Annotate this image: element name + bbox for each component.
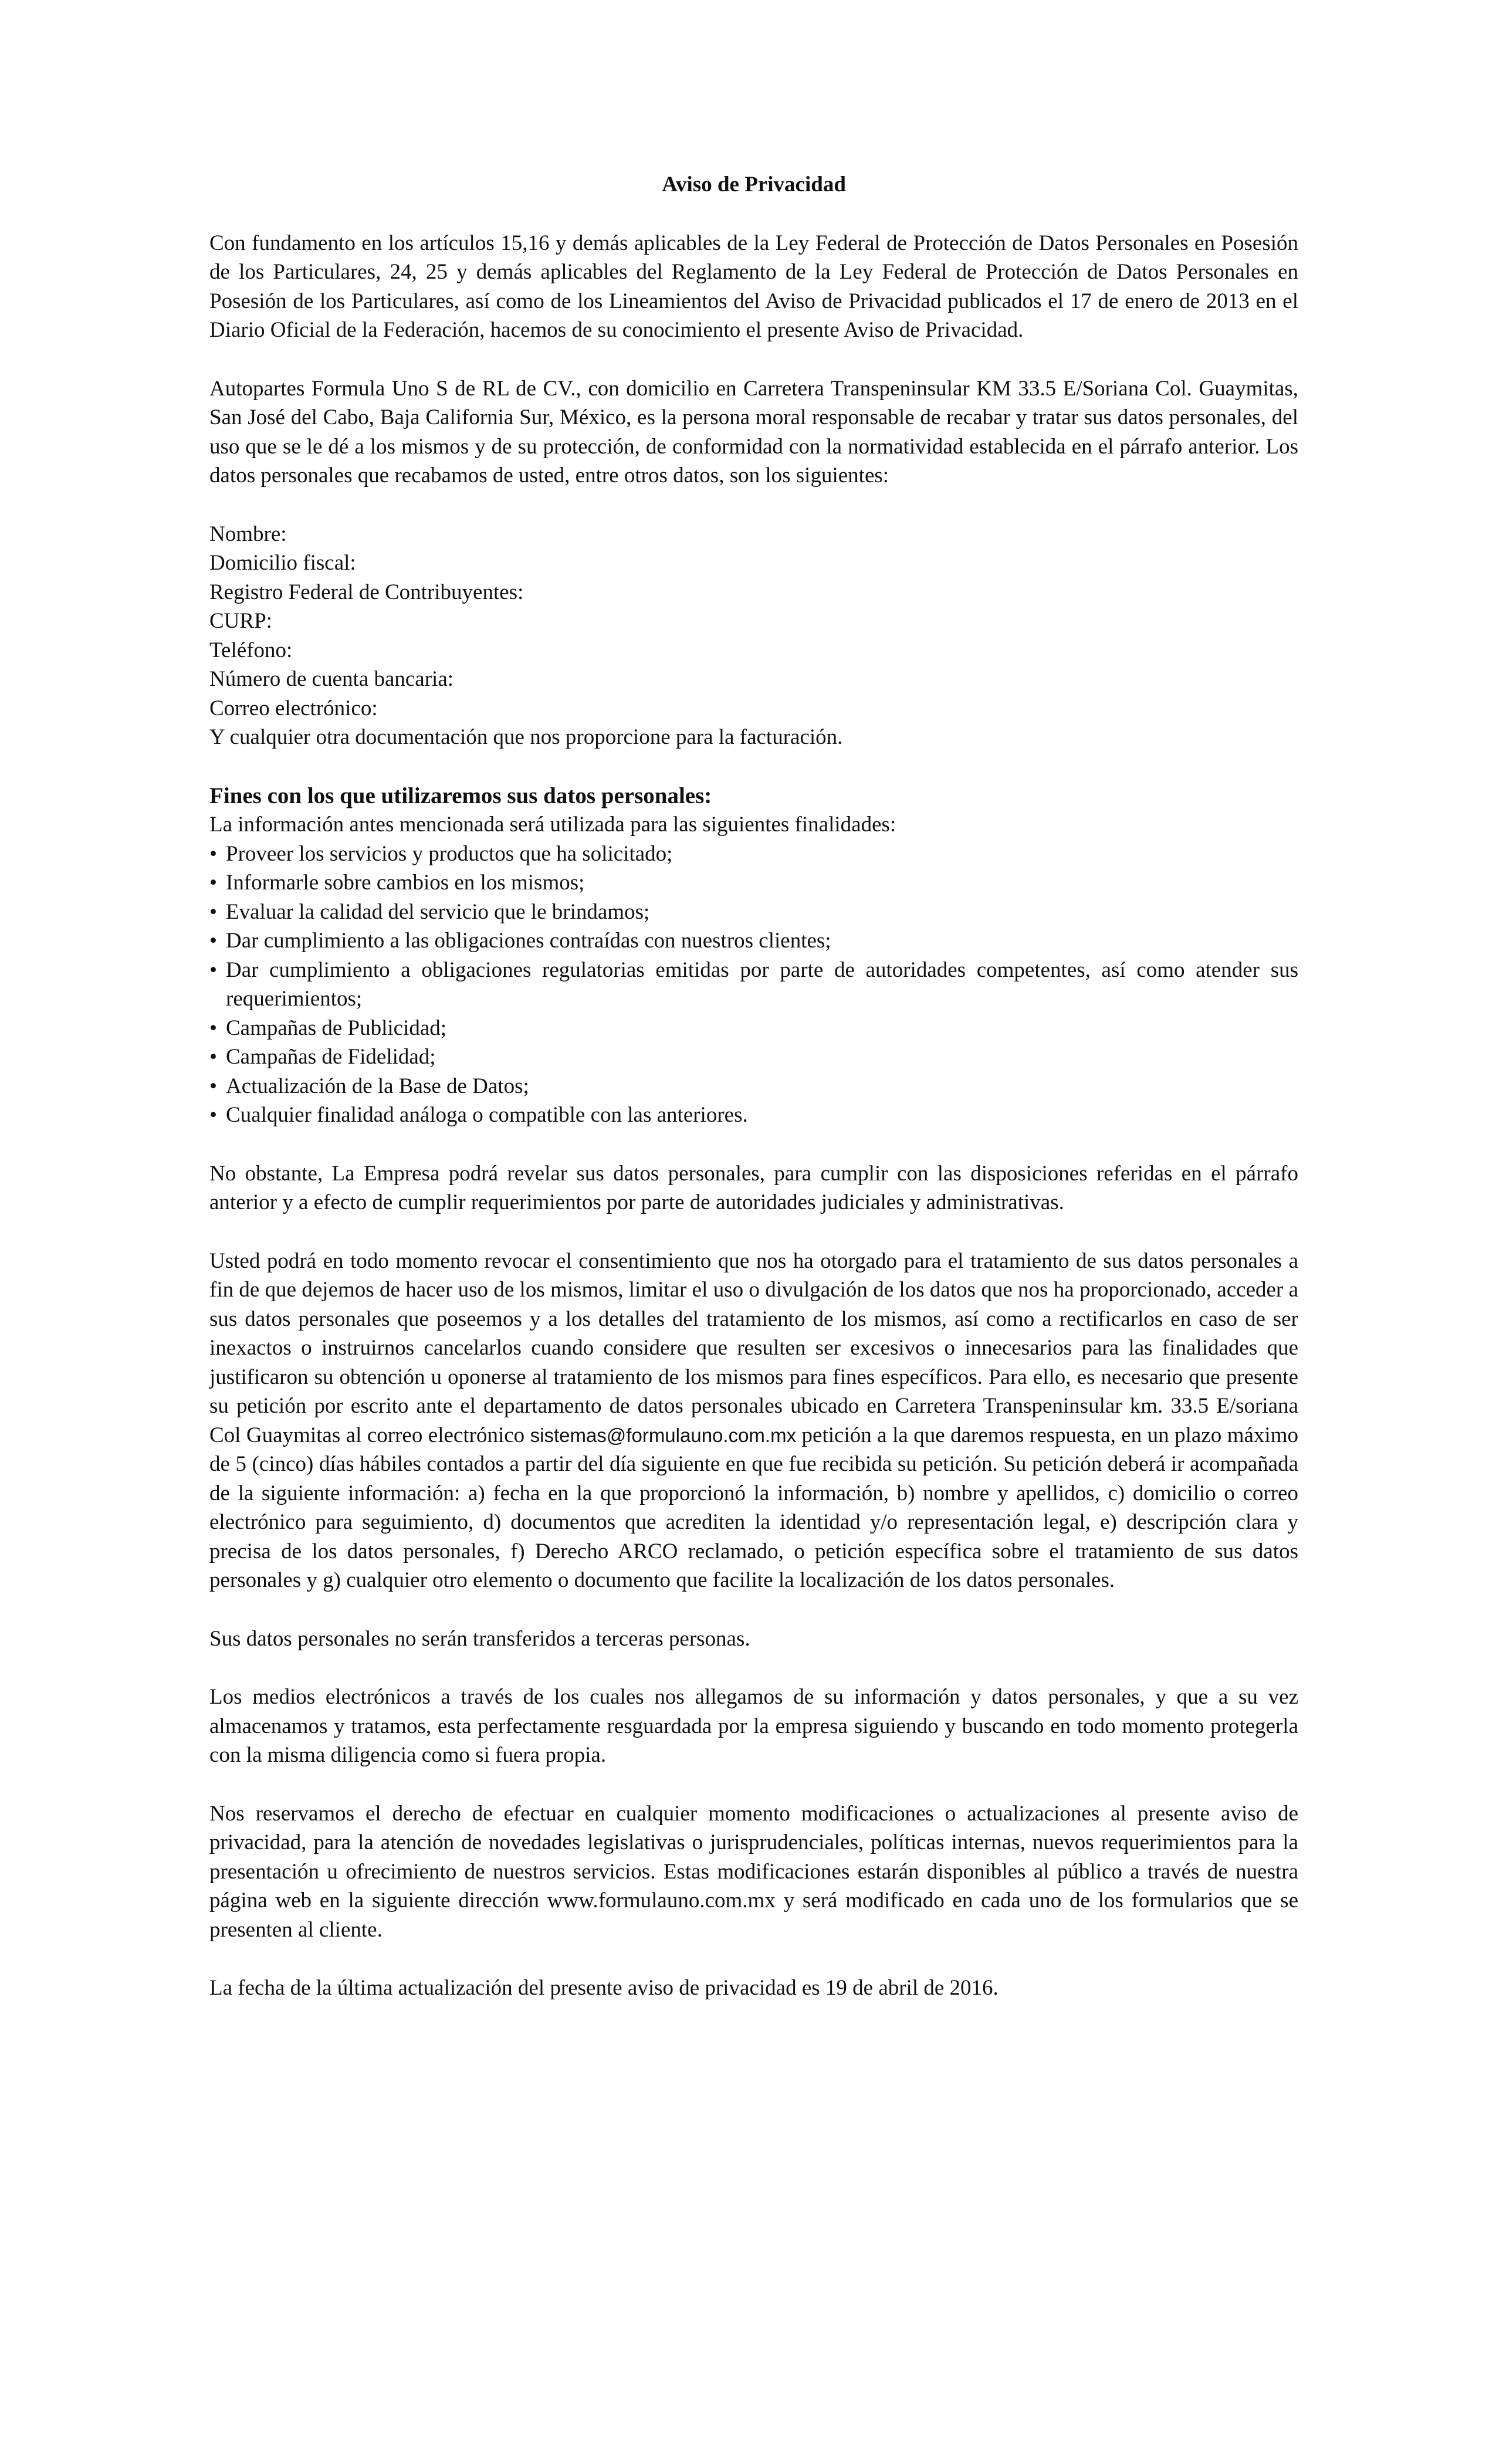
bullet-icon: • (209, 899, 217, 924)
document-page (209, 170, 1298, 2003)
modifications-paragraph: Nos reservamos el derecho de efectuar en cualquier momento modificaciones o actualizaciones al presente aviso de privacidad, para la atención de novedades legislativas o jurisprudenciales, políticas internas, nuevos requerimientos para la presentación u ofrecimiento de nuestros servicios. Estas modificaciones estarán disponibles al público a través de nuestra página web en la siguiente dirección www.formulauno.com.mx y será modificado en cada uno de los formularios que se presenten al cliente. (209, 1801, 1298, 1942)
list-item: • Campañas de Publicidad; (209, 1014, 1298, 1043)
field-rfc: Registro Federal de Contribuyentes: (209, 580, 524, 604)
bullet-icon: • (209, 957, 217, 982)
field-bank-account: Número de cuenta bancaria: (209, 667, 454, 691)
bullet-icon: • (209, 929, 217, 953)
list-item: • Campañas de Fidelidad; (209, 1043, 1298, 1072)
electronic-means-paragraph: Los medios electrónicos a través de los cuales nos allegamos de su información y datos personales, y que a su vez almacenamos y tratamos, esta perfectamente resguardada por la empresa siguiendo y buscando en todo momento protegerla con la misma diligencia como si fuera propia. (209, 1685, 1298, 1767)
list-item: • Cualquier finalidad análoga o compatible con las anteriores. (209, 1101, 1298, 1130)
field-name: Nombre: (209, 522, 287, 546)
field-curp: CURP: (209, 609, 272, 633)
bullet-icon: • (209, 871, 217, 895)
field-phone: Teléfono: (209, 638, 293, 662)
purposes-section (209, 781, 1298, 1130)
personal-data-list (209, 520, 1298, 752)
contact-email: sistemas@formulauno.com.mx (530, 1424, 797, 1446)
bullet-icon: • (209, 1045, 217, 1069)
list-item: • Dar cumplimiento a obligaciones regulatorias emitidas por parte de autoridades competentes, así como atender sus requerimientos; (209, 956, 1298, 1014)
list-item: • Evaluar la calidad del servicio que le brindamos; (209, 898, 1298, 927)
arco-rights-paragraph: Usted podrá en todo momento revocar el consentimiento que nos ha otorgado para el tratamiento de sus datos personales a fin de que dejemos de hacer uso de los mismos, limitar el uso o divulgación de los datos que nos ha proporcionado, acceder a sus datos personales que poseemos y a los detalles del tratamiento de los mismos, así como a rectificarlos en caso de ser inexactos o instruirnos cancelarlos cuando considere que resulten ser excesivos o innecesarios para las finalidades que justificaron su obtención u oponerse al tratamiento de los mismos para fines específicos. Para ello, es necesario que presente su petición por escrito ante el departamento de datos personales ubicado en Carretera Transpeninsular km. 33.5 E/soriana Col Guaymitas al correo electrónico sistemas@formulauno.com.mx petición a la que daremos respuesta, en un plazo máximo de 5 (cinco) días hábiles contados a partir del día siguiente en que fue recibida su petición. Su petición deberá ir acompañada de la siguiente información: a) fecha en la que proporcionó la información, b) nombre y apellidos, c) domicilio o correo electrónico para seguimiento, d) documentos que acrediten la identidad y/o representación legal, e) descripción clara y precisa de los datos personales, f) Derecho ARCO reclamado, o petición específica sobre el tratamiento de sus datos personales y g) cualquier otro elemento o documento que facilite la localización de los datos personales. (209, 1248, 1298, 1592)
bullet-icon: • (209, 1074, 217, 1098)
purposes-heading: Fines con los que utilizaremos sus datos personales: (209, 783, 712, 808)
field-other-docs: Y cualquier otra documentación que nos proporcione para la facturación. (209, 725, 843, 749)
purposes-intro: La información antes mencionada será utilizada para las siguientes finalidades: (209, 813, 896, 837)
disclosure-paragraph: No obstante, La Empresa podrá revelar sus datos personales, para cumplir con las disposiciones referidas en el párrafo anterior y a efecto de cumplir requerimientos por parte de autoridades judiciales y administrativas. (209, 1161, 1298, 1214)
list-item: • Dar cumplimiento a las obligaciones contraídas con nuestros clientes; (209, 926, 1298, 956)
responsible-party-paragraph: Autopartes Formula Uno S de RL de CV., con domicilio en Carretera Transpeninsular KM 33.5 E/Soriana Col. Guaymitas, San José del Cabo, Baja California Sur, México, es la persona moral responsable de recabar y tratar sus datos personales, del uso que se le dé a los mismos y de su protección, de conformidad con la normatividad establecida en el párrafo anterior. Los datos personales que recabamos de usted, entre otros datos, son los siguientes: (209, 376, 1298, 488)
field-tax-address: Domicilio fiscal: (209, 551, 356, 575)
bullet-icon: • (209, 841, 217, 866)
list-item: • Actualización de la Base de Datos; (209, 1072, 1298, 1101)
bullet-icon: • (209, 1103, 217, 1127)
purposes-list (209, 840, 1298, 1130)
list-item: • Proveer los servicios y productos que ha solicitado; (209, 840, 1298, 869)
legal-basis-paragraph: Con fundamento en los artículos 15,16 y demás aplicables de la Ley Federal de Protección de Datos Personales en Posesión de los Particulares, 24, 25 y demás aplicables del Reglamento de la Ley Federal de Protección de Datos Personales en Posesión de los Particulares, así como de los Lineamientos del Aviso de Privacidad publicados el 17 de enero de 2013 en el Diario Oficial de la Federación, hacemos de su conocimiento el presente Aviso de Privacidad. (209, 231, 1298, 342)
list-item: • Informarle sobre cambios en los mismos; (209, 868, 1298, 898)
document-title: Aviso de Privacidad (662, 172, 846, 197)
bullet-icon: • (209, 1016, 217, 1040)
last-update-paragraph: La fecha de la última actualización del presente aviso de privacidad es 19 de abril de 2016. (209, 1976, 999, 2000)
no-transfer-paragraph: Sus datos personales no serán transferidos a terceras personas. (209, 1626, 750, 1651)
field-email: Correo electrónico: (209, 696, 378, 720)
